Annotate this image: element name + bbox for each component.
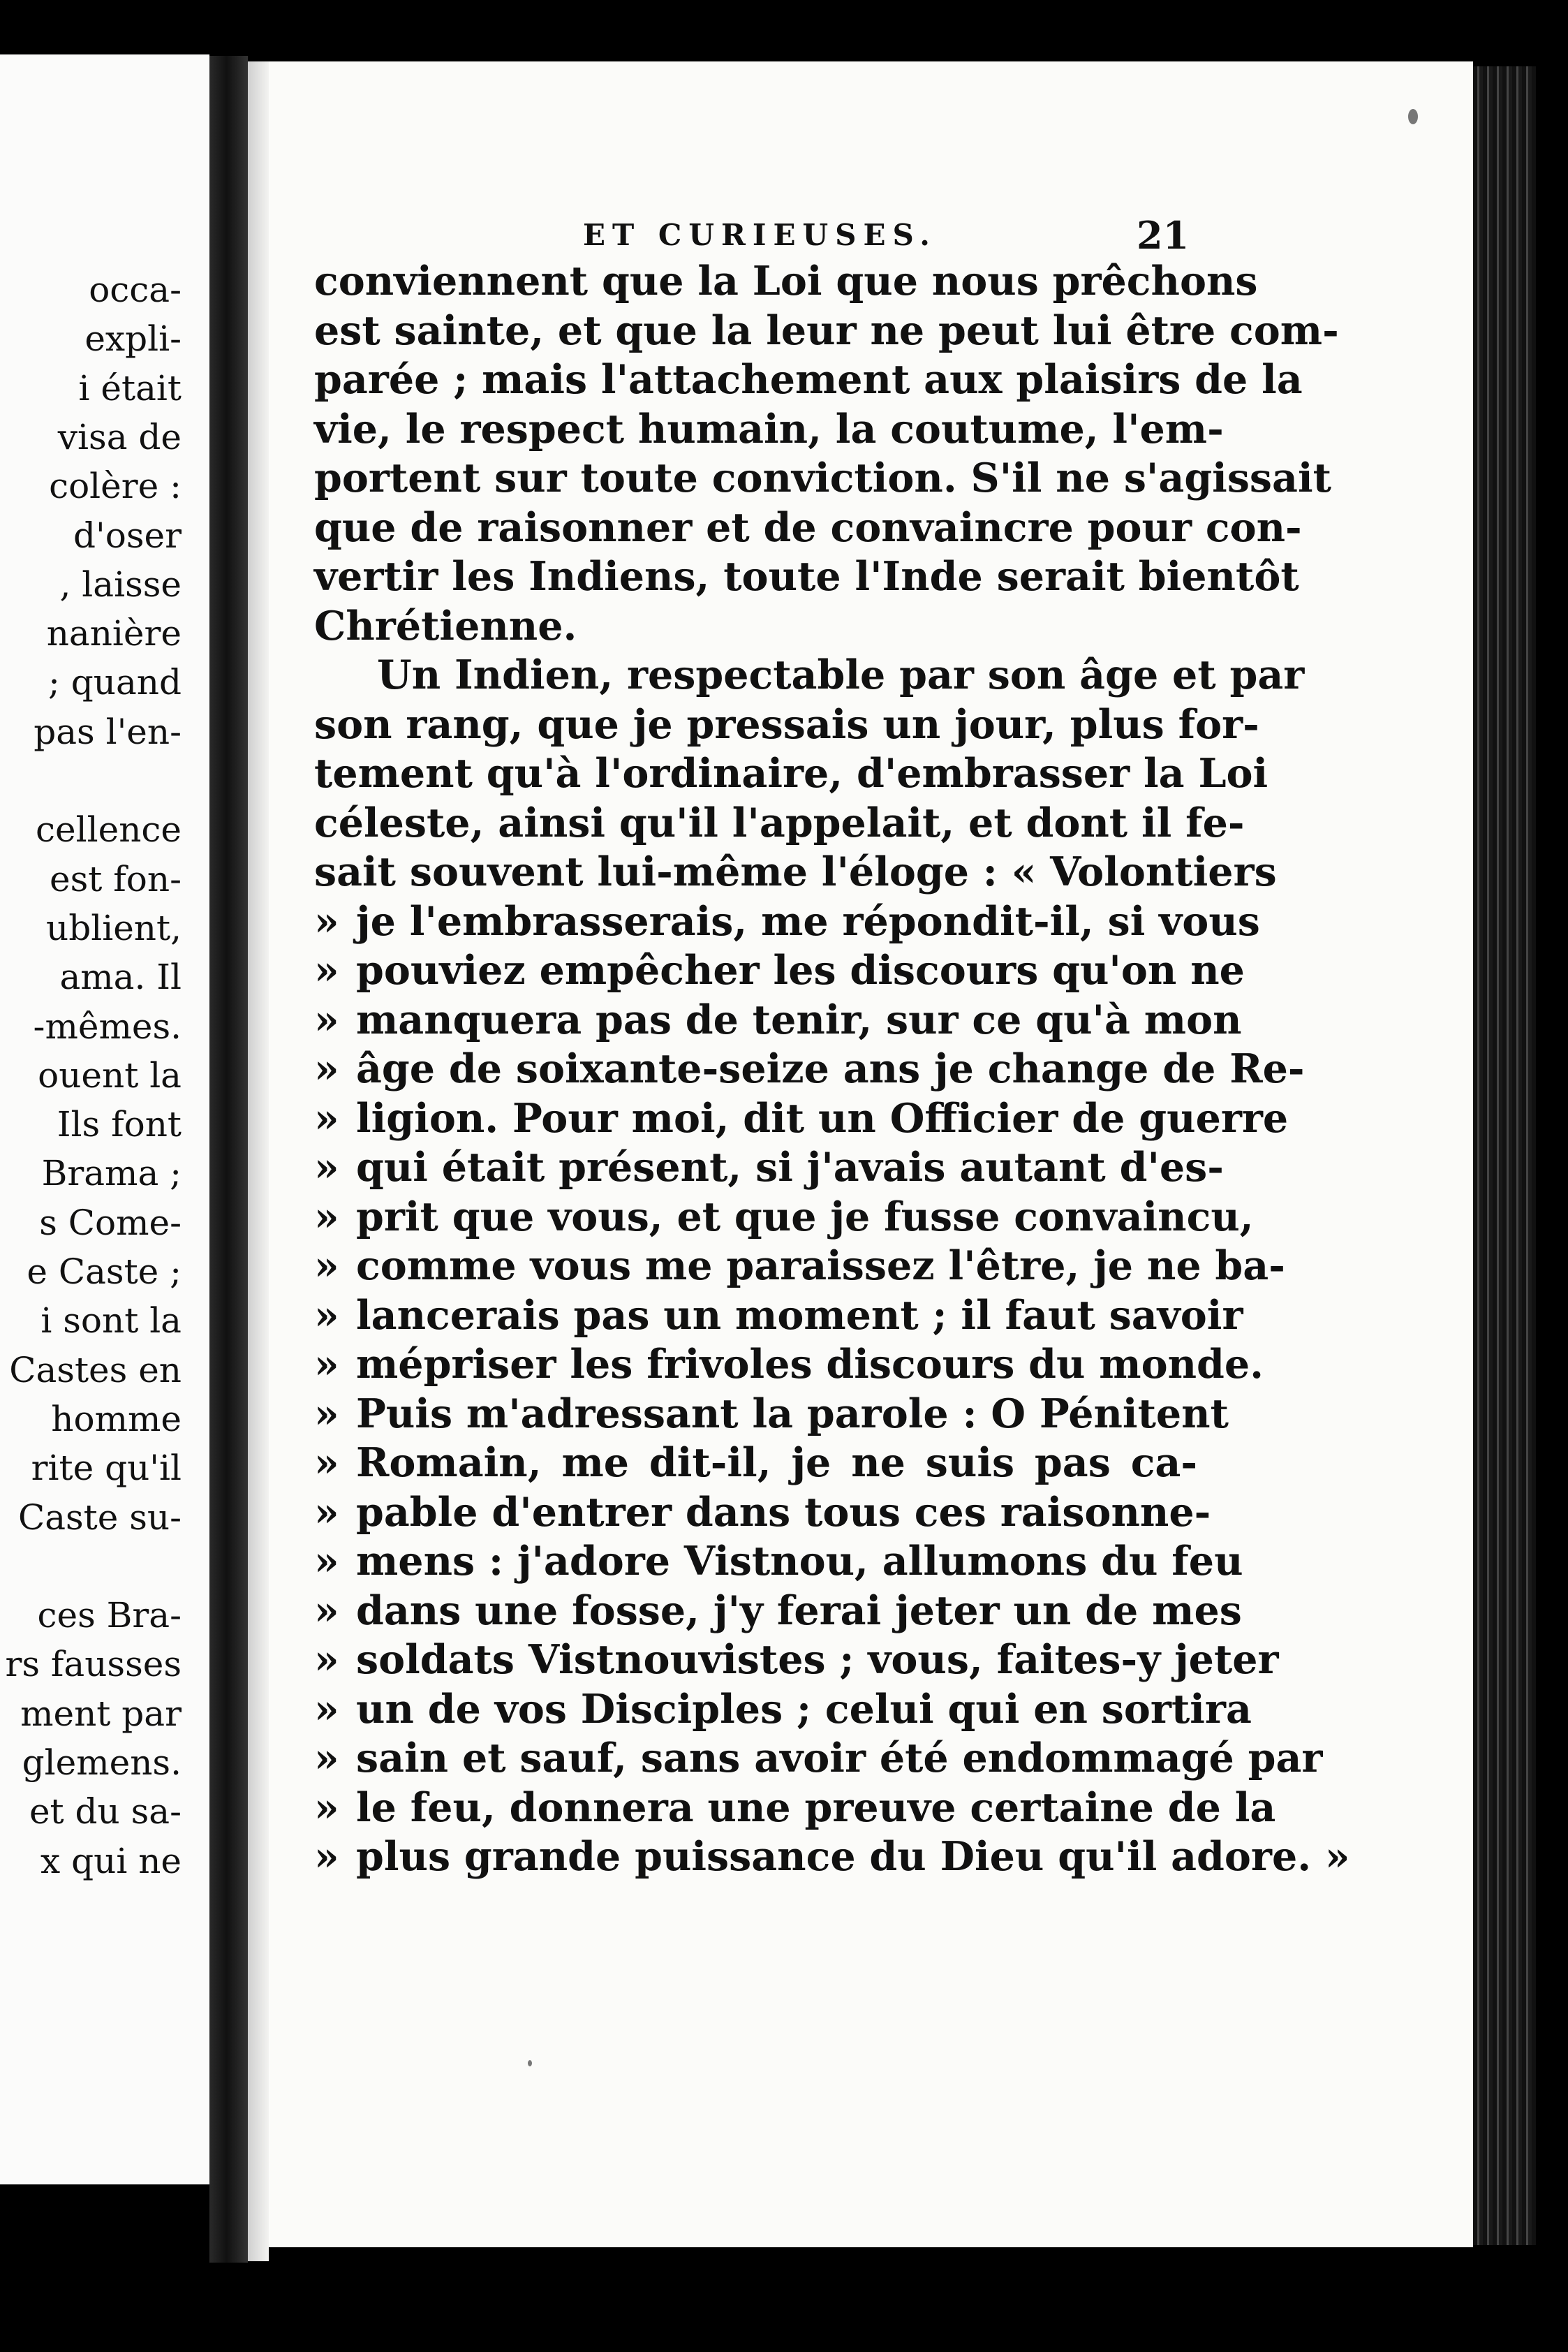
- text-line: [314, 355, 1303, 405]
- text-line: [314, 700, 1259, 750]
- left-page-fragment: Caste su-: [17, 1497, 182, 1538]
- left-page-fragment: rite qu'il: [31, 1448, 182, 1489]
- left-page-fragment: nanière: [46, 613, 182, 654]
- left-page-fragment: Brama ;: [41, 1153, 182, 1194]
- line-text: Chrétienne.: [314, 602, 577, 649]
- text-line: [314, 1045, 1305, 1094]
- left-page-fragment: visa de: [57, 416, 182, 457]
- quote-mark: »: [314, 947, 339, 994]
- text-line: [314, 1094, 1289, 1144]
- text-line: [314, 1832, 1350, 1882]
- text-line: [314, 1734, 1323, 1784]
- line-text: pable d'entrer dans tous ces raisonne-: [356, 1488, 1211, 1536]
- left-page-fragment: est fon-: [50, 858, 182, 899]
- text-line: [314, 1439, 1197, 1488]
- quote-mark: »: [314, 1242, 339, 1289]
- line-text: vertir les Indiens, toute l'Inde serait bientôt: [314, 553, 1299, 600]
- left-page-fragment: e Caste ;: [27, 1251, 182, 1292]
- left-page-fragment: d'oser: [73, 515, 182, 556]
- left-page: [0, 54, 209, 2184]
- line-text: Romain, me dit-il, je ne suis pas ca-: [356, 1439, 1197, 1486]
- quote-mark: »: [314, 1538, 339, 1585]
- left-page-fragment: ces Bra-: [37, 1595, 182, 1636]
- text-line: [314, 454, 1331, 504]
- gutter-shadow: [248, 61, 269, 2261]
- text-line: [314, 1291, 1243, 1341]
- line-text: Un Indien, respectable par son âge et par: [377, 652, 1305, 698]
- left-page-fragment: x qui ne: [40, 1840, 182, 1881]
- line-text: soldats Vistnouvistes ; vous, faites-y jeter: [356, 1636, 1279, 1683]
- line-text: dans une fosse, j'y ferai jeter un de mes: [356, 1587, 1242, 1634]
- left-page-fragment: Ils font: [57, 1104, 182, 1145]
- line-text: parée ; mais l'attachement aux plaisirs de la: [314, 356, 1303, 403]
- quote-mark: »: [314, 1144, 339, 1191]
- left-page-fragment: ama. Il: [59, 957, 182, 998]
- text-line: [314, 996, 1242, 1045]
- line-text: vie, le respect humain, la coutume, l'em-: [314, 405, 1224, 453]
- text-line: [314, 1587, 1242, 1636]
- text-line: [314, 1488, 1211, 1538]
- text-line: [314, 1143, 1224, 1193]
- line-text: est sainte, et que la leur ne peut lui être com-: [314, 307, 1339, 354]
- quote-mark: »: [314, 1685, 339, 1733]
- page-number: 21: [1137, 213, 1190, 258]
- line-text: sait souvent lui-même l'éloge : « Volontiers: [314, 848, 1277, 895]
- line-text: conviennent que la Loi que nous prêchons: [314, 258, 1258, 304]
- line-text: lancerais pas un moment ; il faut savoir: [356, 1291, 1243, 1339]
- body-text: [314, 257, 1350, 1882]
- left-page-fragment: ment par: [20, 1693, 182, 1734]
- left-page-fragment: glemens.: [22, 1742, 182, 1783]
- left-page-fragment: ouent la: [38, 1054, 182, 1096]
- line-text: que de raisonner et de convaincre pour con-: [314, 504, 1302, 551]
- text-line: [314, 602, 1197, 652]
- quote-mark: »: [314, 996, 339, 1043]
- text-line: [314, 1784, 1276, 1833]
- page-edges: [1473, 66, 1536, 2245]
- quote-mark: »: [314, 1587, 339, 1634]
- text-line: [314, 405, 1224, 455]
- quote-mark: »: [314, 1636, 339, 1683]
- text-line: [314, 1390, 1229, 1439]
- line-text: ligion. Pour moi, dit un Officier de guerre: [356, 1094, 1289, 1142]
- left-page-fragment: ublient,: [46, 907, 182, 948]
- quote-mark: »: [314, 1045, 339, 1092]
- left-page-fragment: i était: [78, 367, 182, 409]
- text-line: [314, 504, 1302, 553]
- quote-mark: »: [314, 1341, 339, 1388]
- left-page-fragment: cellence: [36, 809, 182, 851]
- quote-mark: »: [314, 1439, 339, 1486]
- text-line: [314, 1242, 1285, 1291]
- text-line: [314, 749, 1269, 799]
- line-text: le feu, donnera une preuve certaine de la: [356, 1784, 1276, 1831]
- running-head: ET CURIEUSES.: [583, 218, 937, 252]
- line-text: Puis m'adressant la parole : O Pénitent: [356, 1390, 1229, 1437]
- left-page-fragment: et du sa-: [29, 1791, 182, 1832]
- text-line: [314, 1537, 1243, 1587]
- line-text: mens : j'adore Vistnou, allumons du feu: [356, 1538, 1243, 1585]
- line-text: un de vos Disciples ; celui qui en sortira: [356, 1685, 1252, 1733]
- left-page-fragment: expli-: [84, 318, 182, 360]
- left-page-fragment: pas l'en-: [34, 711, 182, 752]
- quote-mark: »: [314, 1833, 339, 1880]
- line-text: je l'embrasserais, me répondit-il, si vous: [356, 897, 1260, 945]
- quote-mark: »: [314, 897, 339, 945]
- left-page-fragment: homme: [51, 1398, 182, 1439]
- line-text: prit que vous, et que je fusse convaincu,: [356, 1193, 1254, 1240]
- text-line: [314, 848, 1277, 897]
- text-line: [314, 257, 1258, 307]
- left-page-fragment: -mêmes.: [33, 1006, 182, 1047]
- text-line: [314, 651, 1305, 700]
- quote-mark: »: [314, 1390, 339, 1437]
- left-page-fragment: , laisse: [59, 564, 182, 605]
- left-page-fragment: occa-: [89, 270, 182, 310]
- left-page-fragment: rs fausses: [5, 1644, 182, 1685]
- quote-mark: »: [314, 1193, 339, 1240]
- paper-speck: [528, 2060, 532, 2066]
- text-line: [314, 552, 1299, 602]
- line-text: tement qu'à l'ordinaire, d'embrasser la Loi: [314, 750, 1269, 797]
- line-text: manquera pas de tenir, sur ce qu'à mon: [356, 996, 1242, 1043]
- line-text: céleste, ainsi qu'il l'appelait, et dont il fe-: [314, 799, 1245, 846]
- text-line: [314, 946, 1245, 996]
- text-line: [314, 1340, 1264, 1390]
- quote-mark: »: [314, 1735, 339, 1781]
- text-line: [314, 1685, 1252, 1735]
- quote-mark: »: [314, 1291, 339, 1339]
- line-text: mépriser les frivoles discours du monde.: [356, 1341, 1264, 1388]
- line-text: qui était présent, si j'avais autant d'es-: [356, 1144, 1224, 1191]
- left-page-fragment: Castes en: [9, 1349, 182, 1390]
- line-text: âge de soixante-seize ans je change de Re-: [356, 1045, 1305, 1092]
- left-page-fragment: colère :: [49, 466, 182, 507]
- quote-mark: »: [314, 1488, 339, 1536]
- left-page-fragment: s Come-: [39, 1202, 182, 1243]
- line-text: comme vous me paraissez l'être, je ne ba-: [356, 1242, 1285, 1289]
- quote-mark: »: [314, 1784, 339, 1831]
- text-line: [314, 1193, 1254, 1242]
- text-line: [314, 897, 1260, 947]
- line-text: sain et sauf, sans avoir été endommagé par: [356, 1735, 1323, 1781]
- line-text: pouviez empêcher les discours qu'on ne: [356, 947, 1245, 994]
- text-line: [314, 307, 1339, 356]
- paper-speck: [1408, 109, 1418, 124]
- left-page-fragment: ; quand: [48, 662, 182, 703]
- line-text: portent sur toute conviction. S'il ne s'agissait: [314, 455, 1331, 501]
- text-line: [314, 1636, 1279, 1685]
- left-page-fragment: i sont la: [40, 1300, 182, 1342]
- text-line: [314, 799, 1245, 848]
- quote-mark: »: [314, 1094, 339, 1142]
- book-gutter: [209, 56, 248, 2263]
- line-text: son rang, que je pressais un jour, plus for-: [314, 700, 1259, 748]
- line-text: plus grande puissance du Dieu qu'il adore. »: [356, 1833, 1350, 1880]
